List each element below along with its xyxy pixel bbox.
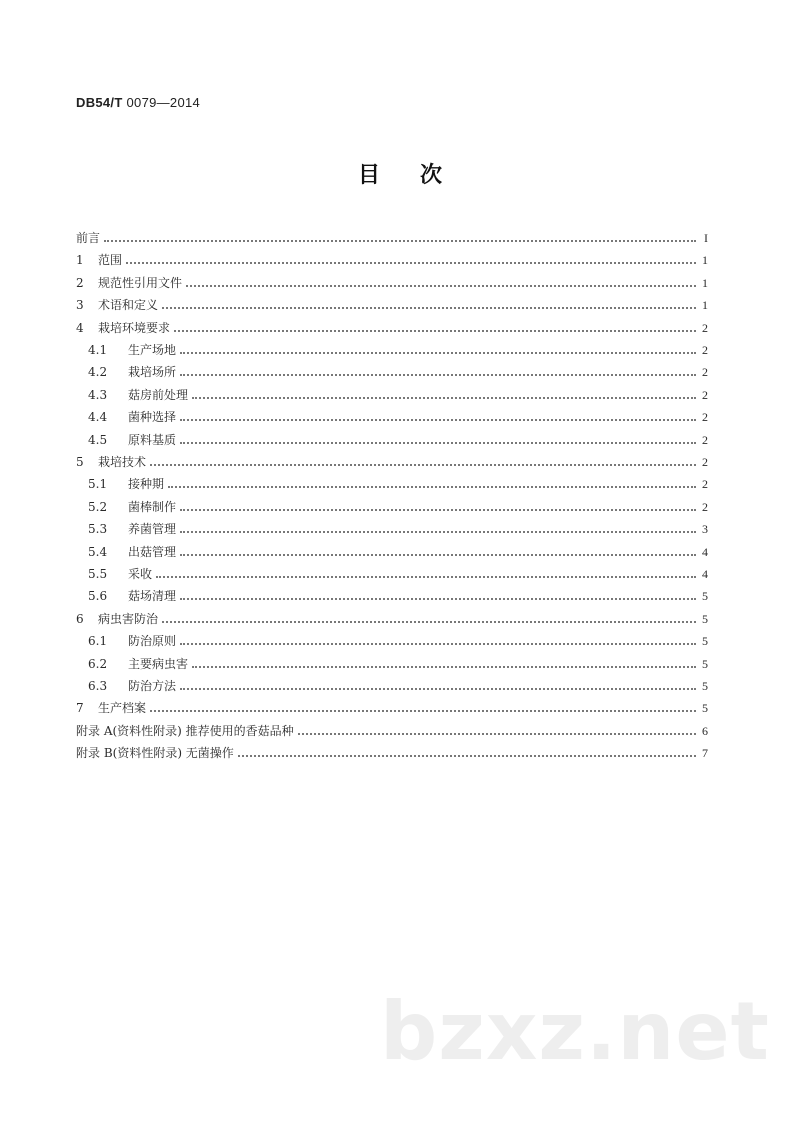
toc-entry[interactable]: [76, 226, 708, 246]
toc-entry[interactable]: [76, 248, 708, 268]
toc-entry[interactable]: [76, 405, 708, 425]
toc-dot-leader: [180, 687, 696, 690]
toc-entry-number: 6.2: [88, 657, 108, 671]
toc-entry-title: 采收: [128, 567, 153, 581]
toc-entry-number: 5: [76, 455, 84, 469]
toc-dot-leader: [162, 620, 696, 623]
toc-entry-number: 5.5: [88, 567, 108, 581]
toc-entry-title: 菇场清理: [128, 589, 177, 603]
toc-entry-page: 2: [702, 321, 708, 335]
toc-entry-title: 病虫害防治: [98, 612, 159, 626]
toc-entry-number: 5.6: [88, 589, 108, 603]
toc-entry-page: 5: [702, 679, 708, 693]
toc-entry-title: 附录 B(资料性附录) 无菌操作: [76, 746, 234, 760]
toc-entry-page: 5: [702, 612, 708, 626]
toc-entry-page: 1: [702, 276, 708, 290]
toc-entry[interactable]: [76, 293, 708, 313]
toc-entry-number: 5.1: [88, 477, 108, 491]
toc-entry[interactable]: [76, 652, 708, 672]
toc-entry-page: 1: [702, 253, 708, 267]
toc-entry-page: 4: [702, 545, 708, 559]
toc-entry-title: 防治原则: [128, 634, 177, 648]
toc-entry-page: 2: [702, 433, 708, 447]
toc-entry-title: 附录 A(资料性附录) 推荐使用的香菇品种: [76, 724, 294, 738]
toc-entry-title: 主要病虫害: [128, 657, 189, 671]
toc-entry-number: 4: [76, 321, 84, 335]
toc-entry-page: 2: [702, 343, 708, 357]
toc-entry-number: 4.4: [88, 410, 108, 424]
toc-entry-page: I: [704, 231, 708, 245]
toc-entry-number: 4.2: [88, 365, 108, 379]
toc-entry-title: 生产档案: [98, 701, 147, 715]
toc-entry-number: 7: [76, 701, 84, 715]
toc-entry[interactable]: [76, 271, 708, 291]
toc-entry-title: 原料基质: [128, 433, 177, 447]
toc-dot-leader: [162, 306, 696, 309]
toc-entry-page: 6: [702, 724, 708, 738]
toc-entry[interactable]: [76, 696, 708, 716]
toc-entry-title: 栽培场所: [128, 365, 177, 379]
toc-entry-number: 4.1: [88, 343, 108, 357]
toc-entry-number: 3: [76, 298, 84, 312]
toc-entry-number: 6.3: [88, 679, 108, 693]
watermark: bzxz.net: [380, 985, 770, 1078]
toc-entry[interactable]: [76, 584, 708, 604]
toc-dot-leader: [186, 284, 696, 287]
toc-entry-title: 范围: [98, 253, 123, 267]
toc-entry-title: 养菌管理: [128, 522, 177, 536]
toc-entry-number: 5.2: [88, 500, 108, 514]
toc-entry-page: 2: [702, 388, 708, 402]
toc-entry-page: 5: [702, 634, 708, 648]
toc-entry-number: 6: [76, 612, 84, 626]
toc-dot-leader: [180, 373, 696, 376]
toc-entry[interactable]: [76, 741, 708, 761]
toc-entry[interactable]: [76, 517, 708, 537]
document-code-prefix: DB54/T: [76, 95, 123, 110]
toc-dot-leader: [180, 553, 696, 556]
toc-entry[interactable]: [76, 562, 708, 582]
toc-entry-number: 5.4: [88, 545, 108, 559]
toc-entry-title: 栽培环境要求: [98, 321, 171, 335]
toc-dot-leader: [180, 642, 696, 645]
toc-entry[interactable]: [76, 338, 708, 358]
toc-dot-leader: [150, 709, 696, 712]
toc-entry-page: 2: [702, 410, 708, 424]
toc-dot-leader: [192, 396, 696, 399]
toc-entry-page: 2: [702, 500, 708, 514]
toc-entry[interactable]: [76, 719, 708, 739]
toc-entry-page: 2: [702, 365, 708, 379]
toc-dot-leader: [180, 351, 696, 354]
toc-dot-leader: [168, 485, 696, 488]
toc-entry[interactable]: [76, 360, 708, 380]
toc-entry-page: 2: [702, 455, 708, 469]
toc-entry-title: 菌种选择: [128, 410, 177, 424]
toc-entry-page: 7: [702, 746, 708, 760]
toc-entry-title: 出菇管理: [128, 545, 177, 559]
toc-entry-number: 4.3: [88, 388, 108, 402]
toc-entry-title: 生产场地: [128, 343, 177, 357]
toc-dot-leader: [126, 261, 696, 264]
toc-entry-page: 2: [702, 477, 708, 491]
document-code-number: 0079—2014: [122, 95, 201, 110]
toc-title-char-1: 目: [357, 162, 380, 188]
toc-entry-title: 规范性引用文件: [98, 276, 183, 290]
toc-entry-page: 5: [702, 589, 708, 603]
toc-entry-title: 栽培技术: [98, 455, 147, 469]
toc-dot-leader: [174, 329, 696, 332]
toc-dot-leader: [156, 575, 696, 578]
toc-entry[interactable]: [76, 607, 708, 627]
toc-entry[interactable]: [76, 472, 708, 492]
toc-dot-leader: [150, 463, 696, 466]
toc-dot-leader: [180, 597, 696, 600]
toc-entry-number: 5.3: [88, 522, 108, 536]
toc-entry-number: 2: [76, 276, 84, 290]
toc-dot-leader: [238, 754, 696, 757]
toc-entry[interactable]: [76, 540, 708, 560]
toc-entry[interactable]: [76, 674, 708, 694]
toc-dot-leader: [180, 418, 696, 421]
toc-entry[interactable]: [76, 316, 708, 336]
toc-title-char-2: 次: [420, 162, 443, 188]
toc-entry-number: 1: [76, 253, 84, 267]
toc-entry-number: 6.1: [88, 634, 108, 648]
toc-dot-leader: [180, 508, 696, 511]
toc-dot-leader: [180, 441, 696, 444]
toc-dot-leader: [298, 732, 696, 735]
toc-entry-number: 4.5: [88, 433, 108, 447]
toc-entry-title: 菌棒制作: [128, 500, 177, 514]
toc-entry[interactable]: [76, 629, 708, 649]
toc-entry-page: 1: [702, 298, 708, 312]
document-code: [76, 95, 200, 110]
toc-entry[interactable]: [76, 383, 708, 403]
toc-entry-title: 术语和定义: [98, 298, 159, 312]
toc-entry-title: 接种期: [128, 477, 165, 491]
toc-entry-page: 4: [702, 567, 708, 581]
toc-title: [0, 158, 800, 189]
toc-entry-page: 5: [702, 701, 708, 715]
toc-entry-page: 3: [702, 522, 708, 536]
toc-entry-title: 防治方法: [128, 679, 177, 693]
toc-entry[interactable]: [76, 450, 708, 470]
toc-entry-title: 菇房前处理: [128, 388, 189, 402]
toc-entry-title: 前言: [76, 231, 101, 245]
toc-dot-leader: [104, 239, 696, 242]
toc-entry[interactable]: [76, 428, 708, 448]
toc-dot-leader: [180, 530, 696, 533]
toc-entry[interactable]: [76, 495, 708, 515]
toc-dot-leader: [192, 665, 696, 668]
toc-entry-page: 5: [702, 657, 708, 671]
